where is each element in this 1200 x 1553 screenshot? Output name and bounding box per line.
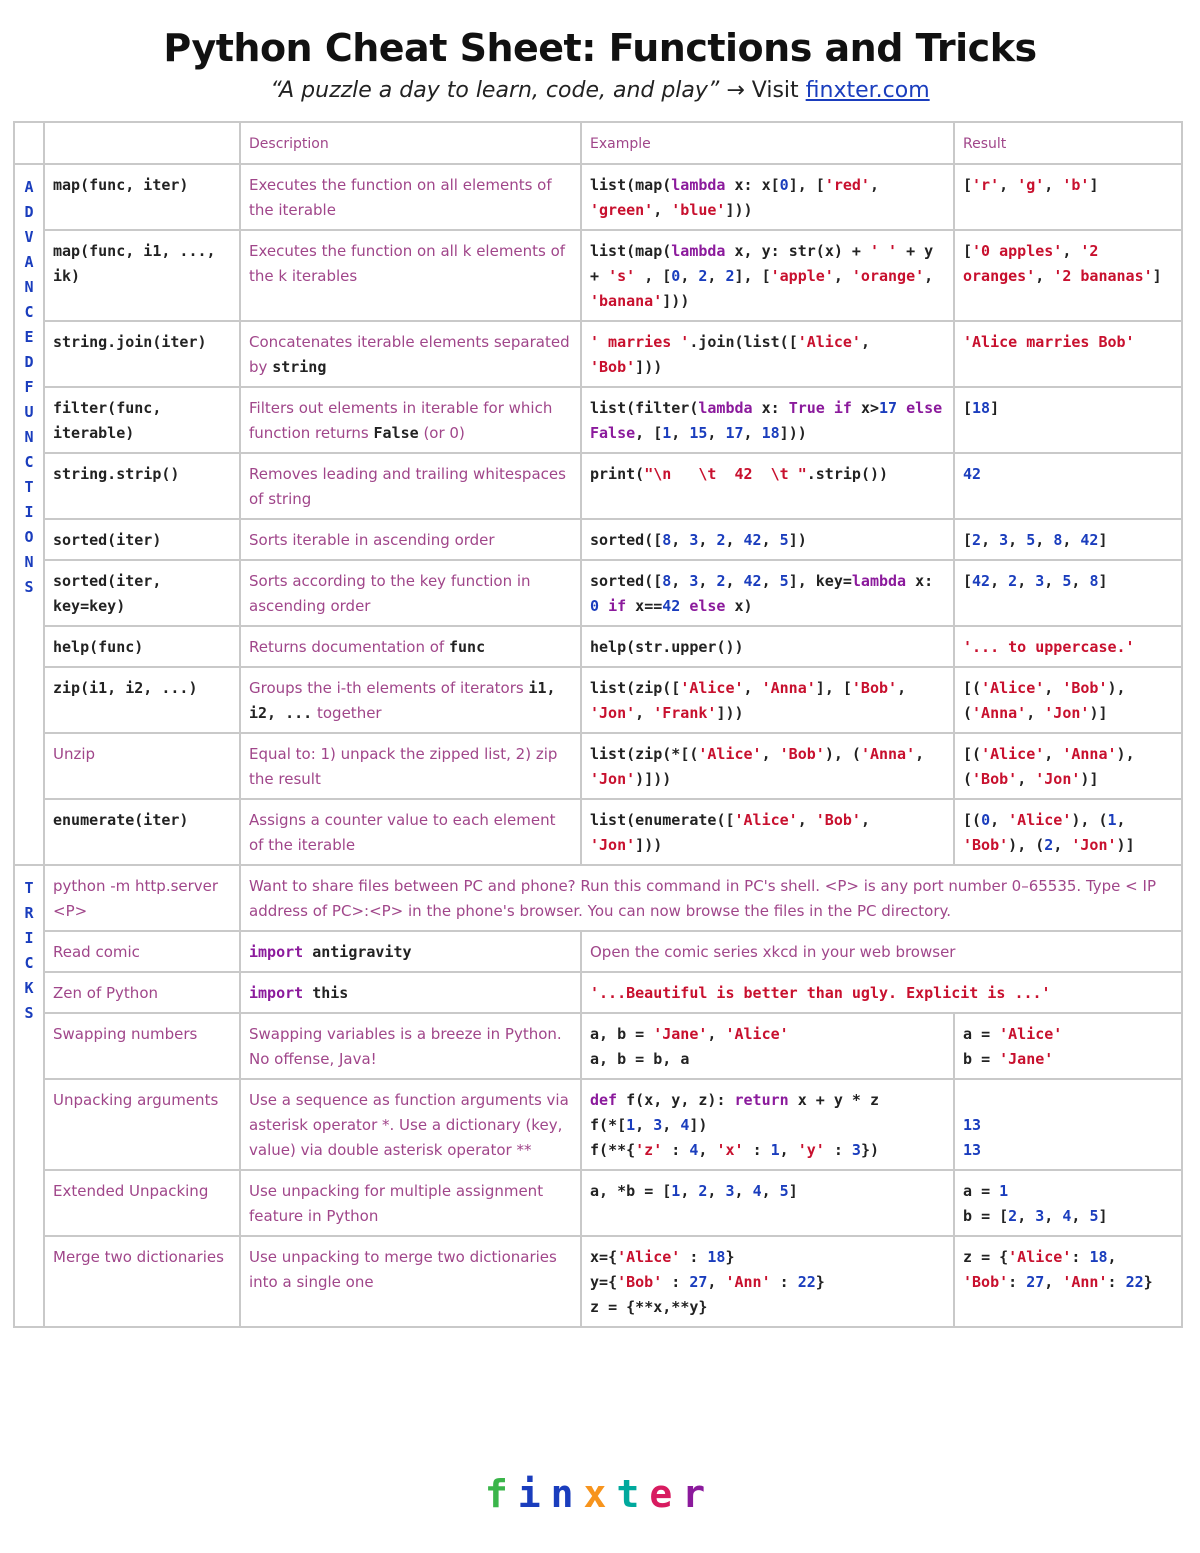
function-name: sorted(iter, key=key)	[44, 560, 240, 626]
tagline: “A puzzle a day to learn, code, and play”	[270, 78, 720, 103]
trick-code: import antigravity	[240, 931, 581, 972]
example-code: list(map(lambda x, y: str(x) + ' ' + y + 's' , [0, 2, 2], ['apple', 'orange', 'banana']))	[581, 230, 954, 321]
example-code: print("\n \t 42 \t ".strip())	[581, 453, 954, 519]
function-row	[14, 733, 1182, 799]
logo-letter: t	[616, 1472, 650, 1516]
description-text: Executes the function on all k elements of the k iterables	[249, 242, 566, 285]
section-label-advanced-functions-text: ADVANCED FUNCTIONS	[24, 178, 43, 596]
result-value: ['0 apples', '2 oranges', '2 bananas']	[954, 230, 1182, 321]
description-tail: together	[317, 704, 382, 722]
import-keyword: import	[249, 984, 304, 1002]
trick-row	[14, 1013, 1182, 1079]
trick-name: Unpacking arguments	[44, 1079, 240, 1170]
result-value: [('Alice', 'Anna'), ('Bob', 'Jon')]	[954, 733, 1182, 799]
header-empty-side	[14, 122, 44, 164]
import-keyword: import	[249, 943, 304, 961]
function-name: filter(func, iterable)	[44, 387, 240, 453]
row-2-desc	[240, 321, 581, 387]
result-value: 42	[954, 453, 1182, 519]
function-name: zip(i1, i2, ...)	[44, 667, 240, 733]
description-code: string	[272, 358, 327, 376]
description-text: Concatenates iterable elements separated by	[249, 333, 570, 376]
description-code: func	[448, 638, 486, 656]
result-value: [42, 2, 3, 5, 8]	[954, 560, 1182, 626]
row-9-desc	[240, 733, 581, 799]
description-text: Filters out elements in iterable for which function returns	[249, 399, 553, 442]
result-value: z = {'Alice': 18, 'Bob': 27, 'Ann': 22}	[954, 1236, 1182, 1327]
trick-description: Swapping variables is a breeze in Python. No offense, Java!	[240, 1013, 581, 1079]
function-name: string.strip()	[44, 453, 240, 519]
trick-description: Use unpacking to merge two dictionaries into a single one	[240, 1236, 581, 1327]
description-code: False	[373, 424, 419, 442]
row-3-desc	[240, 387, 581, 453]
function-row	[14, 387, 1182, 453]
example-code: help(str.upper())	[581, 626, 954, 667]
trick-description: Use a sequence as function arguments via asterisk operator *. Use a dictionary (key, value) via double asterisk operator **	[240, 1079, 581, 1170]
function-name: Unzip	[44, 733, 240, 799]
finxter-logo	[0, 1472, 1200, 1516]
trick-row	[14, 1170, 1182, 1236]
function-row	[14, 321, 1182, 387]
example-code: def f(x, y, z): return x + y * z f(*[1, 3, 4]) f(**{'z' : 4, 'x' : 1, 'y' : 3})	[581, 1079, 954, 1170]
trick-row	[14, 1236, 1182, 1327]
description-code: i1, i2, ...	[249, 679, 556, 722]
result-value: '... to uppercase.'	[954, 626, 1182, 667]
arrow-icon: →	[726, 78, 745, 103]
trick-description: Open the comic series xkcd in your web browser	[581, 931, 1182, 972]
header-result: Result	[954, 122, 1182, 164]
result-value: [('Alice', 'Bob'), ('Anna', 'Jon')]	[954, 667, 1182, 733]
description-text: Returns documentation of	[249, 638, 445, 656]
trick-name: python -m http.server <P>	[44, 865, 240, 931]
function-name: map(func, i1, ..., ik)	[44, 230, 240, 321]
function-name: enumerate(iter)	[44, 799, 240, 865]
header-example: Example	[581, 122, 954, 164]
trick-description: Use unpacking for multiple assignment feature in Python	[240, 1170, 581, 1236]
row-8-desc	[240, 667, 581, 733]
description-text: Equal to: 1) unpack the zipped list, 2) zip the result	[249, 745, 558, 788]
example-code: list(enumerate(['Alice', 'Bob', 'Jon']))	[581, 799, 954, 865]
section-label-tricks-text: TRICKS	[24, 879, 34, 1022]
section-label-advanced-functions	[14, 164, 44, 865]
header-empty-name	[44, 122, 240, 164]
row-5-desc	[240, 519, 581, 560]
function-name: string.join(iter)	[44, 321, 240, 387]
example-code: x={'Alice' : 18} y={'Bob' : 27, 'Ann' : 22} z = {**x,**y}	[581, 1236, 954, 1327]
description-text: Groups the i-th elements of iterators	[249, 679, 524, 697]
function-row	[14, 626, 1182, 667]
example-code: sorted([8, 3, 2, 42, 5])	[581, 519, 954, 560]
example-code: ' marries '.join(list(['Alice', 'Bob']))	[581, 321, 954, 387]
row-10-desc	[240, 799, 581, 865]
logo-letter: r	[682, 1472, 716, 1516]
trick-name: Merge two dictionaries	[44, 1236, 240, 1327]
description-tail: (or 0)	[423, 424, 465, 442]
example-code: a, *b = [1, 2, 3, 4, 5]	[581, 1170, 954, 1236]
result-value: [2, 3, 5, 8, 42]	[954, 519, 1182, 560]
trick-row	[14, 931, 1182, 972]
logo-letter: x	[583, 1472, 617, 1516]
description-text: Sorts according to the key function in ascending order	[249, 572, 531, 615]
example-code: list(zip(*[('Alice', 'Bob'), ('Anna', 'Jon')]))	[581, 733, 954, 799]
description-text: Executes the function on all elements of the iterable	[249, 176, 552, 219]
result-value: [(0, 'Alice'), (1, 'Bob'), (2, 'Jon')]	[954, 799, 1182, 865]
result-value: 13 13	[954, 1079, 1182, 1170]
header-description: Description	[240, 122, 581, 164]
trick-name: Swapping numbers	[44, 1013, 240, 1079]
trick-code: import this	[240, 972, 581, 1013]
row-0-desc	[240, 164, 581, 230]
result-value: [18]	[954, 387, 1182, 453]
example-code: list(filter(lambda x: True if x>17 else False, [1, 15, 17, 18]))	[581, 387, 954, 453]
example-code: list(zip(['Alice', 'Anna'], ['Bob', 'Jon', 'Frank']))	[581, 667, 954, 733]
description-text: Removes leading and trailing whitespaces of string	[249, 465, 566, 508]
finxter-link[interactable]: finxter.com	[805, 78, 930, 103]
section-label-tricks	[14, 865, 44, 1327]
example-code: list(map(lambda x: x[0], ['red', 'green', 'blue']))	[581, 164, 954, 230]
trick-description: Want to share files between PC and phone? Run this command in PC's shell. <P> is any port number 0–65535. Type < IP address of PC>:<P> in the phone's browser. You can now browse the files in the PC directory.	[240, 865, 1182, 931]
visit-label: Visit	[751, 78, 799, 103]
function-row	[14, 560, 1182, 626]
logo-letter: n	[550, 1472, 584, 1516]
result-value: ['r', 'g', 'b']	[954, 164, 1182, 230]
function-row	[14, 799, 1182, 865]
cheat-sheet-table	[13, 121, 1183, 1328]
trick-result: '...Beautiful is better than ugly. Explicit is ...'	[581, 972, 1182, 1013]
description-text: Sorts iterable in ascending order	[249, 531, 495, 549]
function-row	[14, 230, 1182, 321]
example-code: sorted([8, 3, 2, 42, 5], key=lambda x: 0 if x==42 else x)	[581, 560, 954, 626]
page-subtitle	[0, 78, 1200, 103]
header-row	[14, 122, 1182, 164]
result-value: a = 'Alice' b = 'Jane'	[954, 1013, 1182, 1079]
trick-name: Read comic	[44, 931, 240, 972]
result-value: a = 1 b = [2, 3, 4, 5]	[954, 1170, 1182, 1236]
function-name: help(func)	[44, 626, 240, 667]
page-title: Python Cheat Sheet: Functions and Tricks	[163, 26, 1037, 70]
function-row	[14, 164, 1182, 230]
trick-row	[14, 865, 1182, 931]
row-7-desc	[240, 626, 581, 667]
function-row	[14, 453, 1182, 519]
function-row	[14, 519, 1182, 560]
trick-name: Zen of Python	[44, 972, 240, 1013]
example-code: a, b = 'Jane', 'Alice' a, b = b, a	[581, 1013, 954, 1079]
row-1-desc	[240, 230, 581, 321]
description-text: Assigns a counter value to each element of the iterable	[249, 811, 556, 854]
row-4-desc	[240, 453, 581, 519]
row-6-desc	[240, 560, 581, 626]
trick-row	[14, 1079, 1182, 1170]
logo-letter: e	[649, 1472, 683, 1516]
logo-letter: i	[517, 1472, 551, 1516]
result-value: 'Alice marries Bob'	[954, 321, 1182, 387]
logo-letter: f	[484, 1472, 518, 1516]
function-row	[14, 667, 1182, 733]
trick-name: Extended Unpacking	[44, 1170, 240, 1236]
function-name: map(func, iter)	[44, 164, 240, 230]
function-name: sorted(iter)	[44, 519, 240, 560]
trick-row	[14, 972, 1182, 1013]
